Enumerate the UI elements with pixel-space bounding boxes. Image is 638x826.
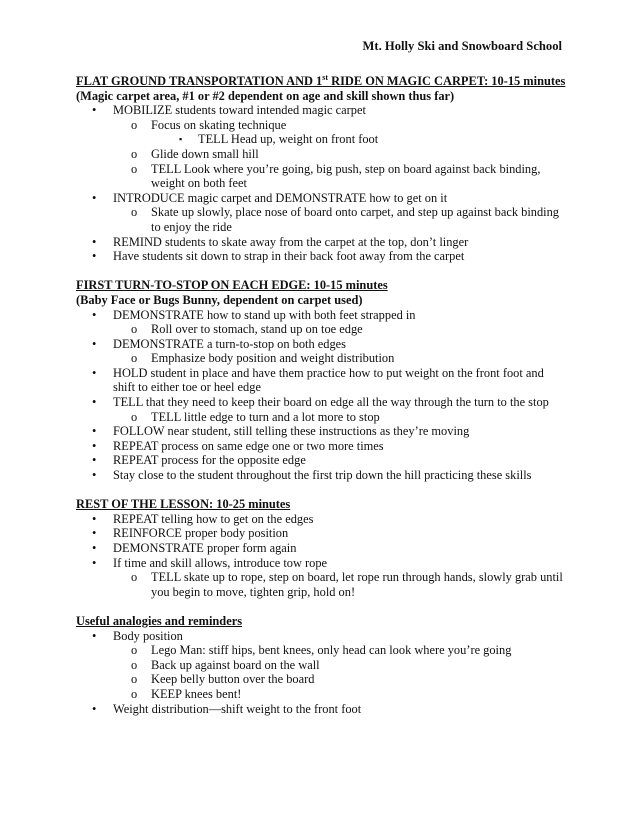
bullet-icon: • bbox=[92, 628, 97, 643]
list-item bbox=[76, 643, 566, 658]
list-item bbox=[76, 570, 566, 599]
section-title: Useful analogies and reminders bbox=[76, 613, 243, 628]
circle-bullet-icon: o bbox=[131, 409, 138, 424]
bullet-list bbox=[76, 103, 566, 264]
list-item bbox=[76, 337, 566, 352]
list-item-text: Body position bbox=[113, 628, 183, 643]
list-item-text: KEEP knees bent! bbox=[151, 686, 242, 701]
list-item-text: Weight distribution—shift weight to the front foot bbox=[113, 701, 362, 716]
list-item bbox=[76, 395, 566, 410]
list-item-text: REPEAT process on same edge one or two more times bbox=[113, 438, 384, 453]
list-item bbox=[76, 541, 566, 556]
section-subtitle: (Baby Face or Bugs Bunny, dependent on carpet used) bbox=[76, 292, 363, 307]
list-item-text: TELL Head up, weight on front foot bbox=[198, 132, 379, 147]
list-item-text: INTRODUCE magic carpet and DEMONSTRATE how to get on it bbox=[113, 190, 448, 205]
circle-bullet-icon: o bbox=[131, 205, 138, 220]
list-item bbox=[76, 308, 566, 323]
list-item bbox=[76, 439, 566, 454]
section-title-part: RIDE ON MAGIC CARPET: 10-15 minutes bbox=[328, 74, 566, 88]
list-item bbox=[76, 205, 566, 234]
circle-bullet-icon: o bbox=[131, 117, 138, 132]
circle-bullet-icon: o bbox=[131, 570, 138, 585]
bullet-icon: • bbox=[92, 336, 97, 351]
circle-bullet-icon: o bbox=[131, 657, 138, 672]
list-item-text: TELL little edge to turn and a lot more to stop bbox=[151, 409, 380, 424]
list-item bbox=[76, 512, 566, 527]
bullet-icon: • bbox=[92, 541, 97, 555]
bullet-icon: • bbox=[92, 511, 97, 526]
list-item bbox=[76, 162, 566, 191]
list-item bbox=[76, 191, 566, 206]
list-item bbox=[76, 702, 566, 717]
list-item-text: Stay close to the student throughout the first trip down the hill practicing these skills bbox=[113, 468, 532, 483]
list-item bbox=[76, 410, 566, 425]
section-title-superscript: st bbox=[322, 72, 329, 82]
list-item-text: REPEAT telling how to get on the edges bbox=[113, 511, 314, 526]
bullet-list bbox=[76, 512, 566, 600]
bullet-icon: • bbox=[92, 395, 97, 410]
list-item bbox=[76, 424, 566, 439]
bullet-icon: • bbox=[92, 555, 97, 570]
list-item-text: Keep belly button over the board bbox=[151, 672, 315, 687]
list-item-text: DEMONSTRATE a turn-to-stop on both edges bbox=[113, 336, 346, 351]
bullet-icon: • bbox=[92, 365, 97, 380]
list-item bbox=[76, 629, 566, 644]
list-item-text: HOLD student in place and have them practice how to put weight on the front foot and shift to either toe or heel edge bbox=[113, 365, 544, 395]
list-item bbox=[76, 118, 566, 133]
list-item bbox=[76, 687, 566, 702]
list-item bbox=[76, 366, 566, 395]
section-title-part: FLAT GROUND TRANSPORTATION AND 1 bbox=[76, 74, 323, 88]
list-item-text: Roll over to stomach, stand up on toe edge bbox=[151, 322, 363, 337]
list-item bbox=[76, 103, 566, 118]
section-title: FIRST TURN-TO-STOP ON EACH EDGE: 10-15 minutes bbox=[76, 278, 388, 293]
square-bullet-icon: ▪ bbox=[179, 134, 183, 145]
bullet-icon: • bbox=[92, 307, 97, 322]
circle-bullet-icon: o bbox=[131, 351, 138, 366]
list-item bbox=[76, 147, 566, 162]
section-subtitle: (Magic carpet area, #1 or #2 dependent on age and skill shown thus far) bbox=[76, 88, 455, 103]
list-item-text: If time and skill allows, introduce tow rope bbox=[113, 555, 328, 570]
list-item-text: TELL Look where you’re going, big push, step on board against back binding, weight on both feet bbox=[151, 161, 541, 191]
list-item-text: MOBILIZE students toward intended magic carpet bbox=[113, 103, 366, 118]
bullet-icon: • bbox=[92, 234, 97, 249]
list-item-text: Have students sit down to strap in their back foot away from the carpet bbox=[113, 249, 465, 264]
section-analogies bbox=[76, 614, 566, 716]
list-item-text: Glide down small hill bbox=[151, 146, 259, 161]
list-item-text: FOLLOW near student, still telling these instructions as they’re moving bbox=[113, 424, 470, 439]
list-item-text: Lego Man: stiff hips, bent knees, only head can look where you’re going bbox=[151, 643, 512, 658]
circle-bullet-icon: o bbox=[131, 643, 138, 658]
circle-bullet-icon: o bbox=[131, 322, 138, 337]
list-item-text: REPEAT process for the opposite edge bbox=[113, 453, 306, 468]
document-body bbox=[76, 74, 566, 731]
circle-bullet-icon: o bbox=[131, 672, 138, 687]
bullet-icon: • bbox=[92, 190, 97, 205]
list-item-text: REMIND students to skate away from the carpet at the top, don’t linger bbox=[113, 234, 469, 249]
circle-bullet-icon: o bbox=[131, 686, 138, 701]
bullet-icon: • bbox=[92, 438, 97, 453]
list-item bbox=[76, 132, 566, 147]
bullet-icon: • bbox=[92, 468, 97, 483]
bullet-icon: • bbox=[92, 526, 97, 541]
section-flat-ground bbox=[76, 74, 566, 264]
circle-bullet-icon: o bbox=[131, 161, 138, 176]
list-item-text: Focus on skating technique bbox=[151, 117, 287, 132]
list-item bbox=[76, 249, 566, 264]
list-item-text: Emphasize body position and weight distribution bbox=[151, 351, 395, 366]
section-first-turn bbox=[76, 278, 566, 482]
list-item bbox=[76, 235, 566, 250]
list-item-text: Back up against board on the wall bbox=[151, 657, 320, 672]
bullet-icon: • bbox=[92, 103, 97, 118]
list-item-text: TELL that they need to keep their board on edge all the way through the turn to the stop bbox=[113, 395, 549, 410]
bullet-icon: • bbox=[92, 701, 97, 716]
list-item-text: DEMONSTRATE proper form again bbox=[113, 541, 297, 555]
list-item bbox=[76, 453, 566, 468]
list-item-text: REINFORCE proper body position bbox=[113, 526, 289, 541]
circle-bullet-icon: o bbox=[131, 146, 138, 161]
section-rest-of-lesson bbox=[76, 497, 566, 599]
list-item bbox=[76, 351, 566, 366]
bullet-list bbox=[76, 308, 566, 483]
bullet-icon: • bbox=[92, 424, 97, 439]
bullet-icon: • bbox=[92, 249, 97, 264]
bullet-icon: • bbox=[92, 453, 97, 468]
list-item bbox=[76, 468, 566, 483]
list-item-text: DEMONSTRATE how to stand up with both feet strapped in bbox=[113, 307, 416, 322]
section-title bbox=[76, 74, 566, 89]
list-item bbox=[76, 556, 566, 571]
bullet-list bbox=[76, 629, 566, 717]
list-item bbox=[76, 658, 566, 673]
list-item bbox=[76, 322, 566, 337]
list-item bbox=[76, 526, 566, 541]
list-item-text: Skate up slowly, place nose of board onto carpet, and step up against back binding to enjoy the ride bbox=[151, 205, 559, 234]
list-item-text: TELL skate up to rope, step on board, let rope run through hands, slowly grab until you begin to move, tighten grip, hold on! bbox=[151, 570, 563, 599]
section-title: REST OF THE LESSON: 10-25 minutes bbox=[76, 497, 291, 512]
list-item bbox=[76, 672, 566, 687]
page-header: Mt. Holly Ski and Snowboard School bbox=[362, 39, 562, 53]
